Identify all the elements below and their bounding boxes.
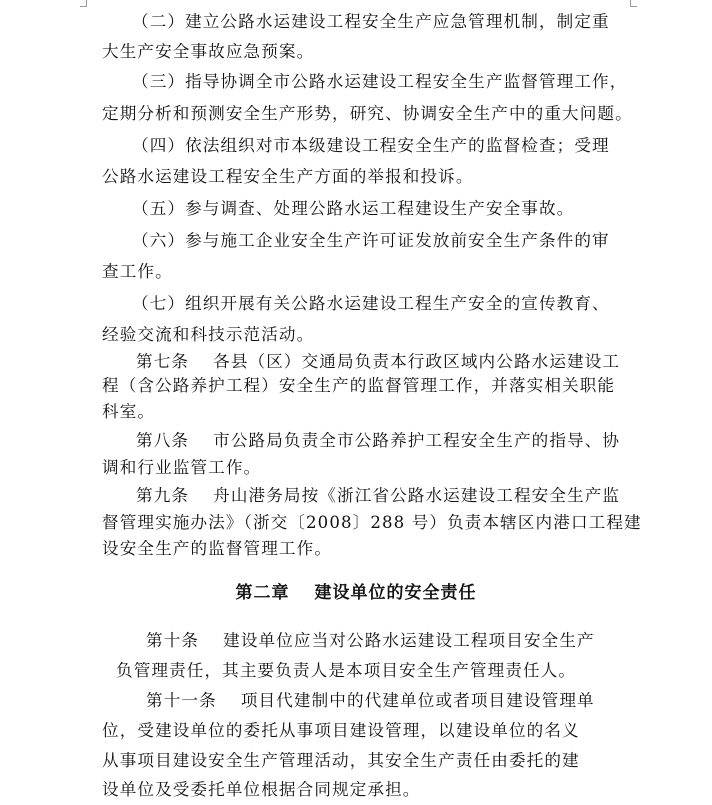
paragraph-line: 定期分析和预测安全生产形势，研究、协调安全生产中的重大问题。 [102, 104, 633, 123]
article-line: 督管理实施办法》（浙交〔2008〕288 号）负责本辖区内港口工程建 [102, 513, 642, 532]
paragraph-line: （二）建立公路水运建设工程安全生产应急管理机制，制定重 [132, 12, 610, 31]
article-line: 从事项目建设安全生产管理活动，其安全生产责任由委托的建 [102, 751, 580, 770]
paragraph-line: 大生产安全事故应急预案。 [102, 42, 315, 61]
article-line: 第十一条 项目代建制中的代建单位或者项目建设管理单 [146, 691, 595, 710]
article-line: 第十条 建设单位应当对公路水运建设工程项目安全生产 [146, 631, 595, 650]
paragraph-line: 查工作。 [102, 262, 173, 281]
crop-mark-top-right-h [630, 6, 637, 7]
paragraph-line: （三）指导协调全市公路水运建设工程安全生产监督管理工作， [132, 72, 628, 91]
article-line: 负管理责任，其主要负责人是本项目安全生产管理责任人。 [116, 661, 577, 680]
paragraph-line: 经验交流和科技示范活动。 [102, 325, 315, 344]
article-line: 第七条 各县（区）交通局负责本行政区域内公路水运建设工 [136, 352, 621, 371]
paragraph-line: （五）参与调查、处理公路水运工程建设生产安全事故。 [132, 199, 575, 218]
paragraph-line: （四）依法组织对市本级建设工程安全生产的监督检查；受理 [132, 136, 610, 155]
paragraph-line: （六）参与施工企业安全生产许可证发放前安全生产条件的审 [132, 231, 610, 250]
paragraph-line: 公路水运建设工程安全生产方面的举报和投诉。 [102, 167, 474, 186]
chapter-heading: 第二章 建设单位的安全责任 [235, 583, 477, 603]
article-line: 设安全生产的监督管理工作。 [102, 539, 333, 558]
article-line: 程（含公路养护工程）安全生产的监督管理工作，并落实相关职能 [102, 376, 616, 395]
article-line: 第九条 舟山港务局按《浙江省公路水运建设工程安全生产监 [136, 486, 621, 505]
article-line: 设单位及受委托单位根据合同规定承担。 [102, 780, 421, 799]
article-line: 第八条 市公路局负责全市公路养护工程安全生产的指导、协 [136, 431, 621, 450]
article-line: 位，受建设单位的委托从事项目建设管理，以建设单位的名义 [102, 721, 580, 740]
article-line: 科室。 [102, 402, 156, 421]
article-line: 调和行业监管工作。 [102, 458, 262, 477]
crop-mark-top-left-h [80, 6, 87, 7]
paragraph-line: （七）组织开展有关公路水运建设工程生产安全的宣传教育、 [132, 294, 610, 313]
